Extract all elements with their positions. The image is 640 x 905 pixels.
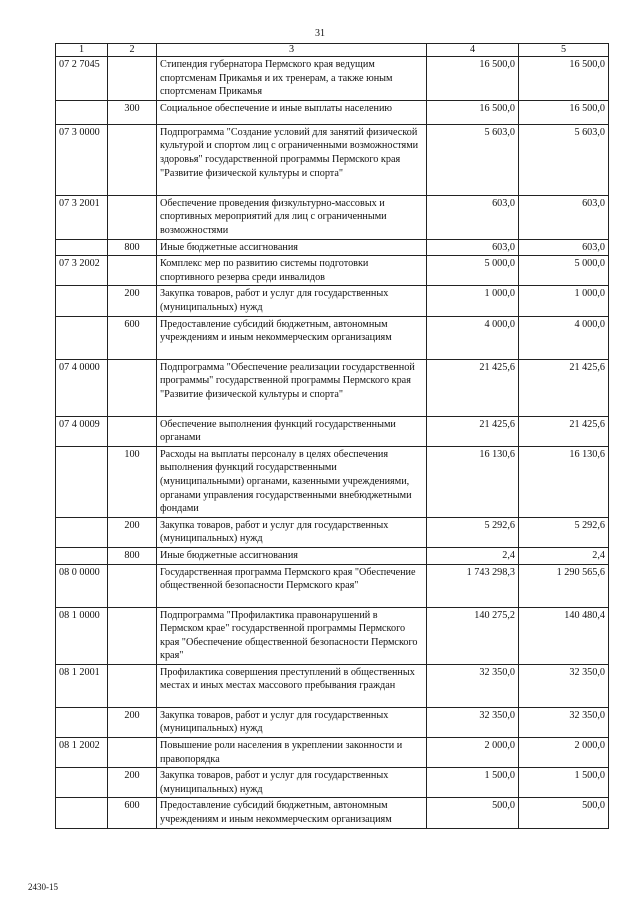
row-type-cell [108, 607, 157, 664]
row-type-cell [108, 738, 157, 768]
row-name-cell: Подпрограмма "Профилактика правонарушений в Пермском крае" государственной программы Пермского края "Обеспечение общественной безопасности Пермского края" [157, 607, 427, 664]
row-type-cell: 600 [108, 798, 157, 828]
document-code: 2430-15 [28, 882, 58, 892]
table-row [56, 564, 609, 607]
row-value-2015-cell: 32 350,0 [427, 664, 519, 707]
row-value-2015-cell: 603,0 [427, 239, 519, 256]
row-name-cell: Предоставление субсидий бюджетным, автономным учреждениям и иным некоммерческим организациям [157, 316, 427, 359]
table-row [56, 256, 609, 286]
row-type-cell [108, 416, 157, 446]
header-cell-4: 4 [427, 44, 519, 57]
table-row [56, 707, 609, 737]
row-value-2016-cell: 2 000,0 [519, 738, 609, 768]
row-name-cell: Подпрограмма "Создание условий для занятий физической культурой и спортом лиц с ограниченными возможностями здоровья" государственной программы Пермского края "Развитие физической культуры и спорта" [157, 124, 427, 195]
row-code-cell: 07 3 2002 [56, 256, 108, 286]
row-type-cell: 800 [108, 547, 157, 564]
row-name-cell: Расходы на выплаты персоналу в целях обеспечения выполнения функций государственными (муниципальными) органами, казенными учреждениями, органами управления государственными внебюджетными фондами [157, 446, 427, 517]
row-type-cell [108, 564, 157, 607]
table-row [56, 607, 609, 664]
row-value-2016-cell: 140 480,4 [519, 607, 609, 664]
table-row [56, 124, 609, 195]
budget-table [55, 43, 609, 829]
row-type-cell [108, 256, 157, 286]
row-value-2016-cell: 16 500,0 [519, 100, 609, 124]
row-code-cell: 07 4 0000 [56, 359, 108, 416]
row-type-cell: 200 [108, 517, 157, 547]
row-value-2015-cell: 1 000,0 [427, 286, 519, 316]
page-number: 31 [315, 28, 325, 39]
row-value-2015-cell: 21 425,6 [427, 416, 519, 446]
row-name-cell: Обеспечение выполнения функций государственными органами [157, 416, 427, 446]
table-row [56, 416, 609, 446]
row-code-cell [56, 707, 108, 737]
table-row [56, 195, 609, 239]
row-name-cell: Иные бюджетные ассигнования [157, 547, 427, 564]
row-code-cell: 07 3 0000 [56, 124, 108, 195]
row-value-2016-cell: 5 292,6 [519, 517, 609, 547]
row-type-cell: 200 [108, 707, 157, 737]
row-type-cell: 600 [108, 316, 157, 359]
row-name-cell: Социальное обеспечение и иные выплаты населению [157, 100, 427, 124]
table-row [56, 316, 609, 359]
row-value-2015-cell: 5 603,0 [427, 124, 519, 195]
row-value-2015-cell: 16 500,0 [427, 100, 519, 124]
row-code-cell [56, 547, 108, 564]
row-code-cell [56, 517, 108, 547]
header-row [56, 44, 609, 57]
row-code-cell: 08 1 2001 [56, 664, 108, 707]
row-type-cell: 200 [108, 286, 157, 316]
row-code-cell [56, 798, 108, 828]
table-row [56, 547, 609, 564]
row-code-cell [56, 316, 108, 359]
row-name-cell: Обеспечение проведения физкультурно-массовых и спортивных мероприятий для лиц с ограниченными возможностями [157, 195, 427, 239]
row-value-2015-cell: 2,4 [427, 547, 519, 564]
row-code-cell [56, 446, 108, 517]
row-type-cell [108, 359, 157, 416]
row-type-cell: 200 [108, 768, 157, 798]
table-row [56, 517, 609, 547]
table-row [56, 446, 609, 517]
row-name-cell: Стипендия губернатора Пермского края ведущим спортсменам Прикамья и их тренерам, а также юным спортсменам Прикамья [157, 57, 427, 101]
row-type-cell [108, 195, 157, 239]
row-code-cell: 07 3 2001 [56, 195, 108, 239]
row-value-2016-cell: 1 000,0 [519, 286, 609, 316]
row-name-cell: Профилактика совершения преступлений в общественных местах и иных местах массового пребывания граждан [157, 664, 427, 707]
row-value-2015-cell: 603,0 [427, 195, 519, 239]
row-value-2015-cell: 4 000,0 [427, 316, 519, 359]
row-value-2016-cell: 603,0 [519, 239, 609, 256]
row-value-2015-cell: 500,0 [427, 798, 519, 828]
table-row [56, 664, 609, 707]
table-row [56, 768, 609, 798]
row-value-2015-cell: 32 350,0 [427, 707, 519, 737]
table-row [56, 359, 609, 416]
row-value-2015-cell: 21 425,6 [427, 359, 519, 416]
row-name-cell: Подпрограмма "Обеспечение реализации государственной программы" государственной программы Пермского края "Развитие физической культуры и спорта" [157, 359, 427, 416]
row-value-2016-cell: 21 425,6 [519, 416, 609, 446]
row-value-2016-cell: 2,4 [519, 547, 609, 564]
row-code-cell: 08 1 2002 [56, 738, 108, 768]
row-type-cell [108, 57, 157, 101]
row-name-cell: Предоставление субсидий бюджетным, автономным учреждениям и иным некоммерческим организациям [157, 798, 427, 828]
row-type-cell: 800 [108, 239, 157, 256]
row-value-2015-cell: 1 743 298,3 [427, 564, 519, 607]
table-row [56, 798, 609, 828]
row-value-2016-cell: 32 350,0 [519, 707, 609, 737]
row-name-cell: Закупка товаров, работ и услуг для государственных (муниципальных) нужд [157, 768, 427, 798]
row-value-2016-cell: 4 000,0 [519, 316, 609, 359]
row-name-cell: Иные бюджетные ассигнования [157, 239, 427, 256]
row-value-2016-cell: 1 500,0 [519, 768, 609, 798]
row-value-2015-cell: 5 292,6 [427, 517, 519, 547]
row-name-cell: Закупка товаров, работ и услуг для государственных (муниципальных) нужд [157, 517, 427, 547]
table-row [56, 57, 609, 101]
row-value-2016-cell: 1 290 565,6 [519, 564, 609, 607]
row-type-cell [108, 664, 157, 707]
row-code-cell [56, 768, 108, 798]
table-row [56, 100, 609, 124]
row-value-2016-cell: 16 130,6 [519, 446, 609, 517]
row-value-2016-cell: 5 603,0 [519, 124, 609, 195]
row-value-2015-cell: 140 275,2 [427, 607, 519, 664]
row-value-2016-cell: 603,0 [519, 195, 609, 239]
row-type-cell: 300 [108, 100, 157, 124]
row-value-2016-cell: 21 425,6 [519, 359, 609, 416]
row-code-cell: 08 1 0000 [56, 607, 108, 664]
row-name-cell: Закупка товаров, работ и услуг для государственных (муниципальных) нужд [157, 286, 427, 316]
row-code-cell: 08 0 0000 [56, 564, 108, 607]
row-name-cell: Комплекс мер по развитию системы подготовки спортивного резерва среди инвалидов [157, 256, 427, 286]
row-name-cell: Государственная программа Пермского края "Обеспечение общественной безопасности Пермского края" [157, 564, 427, 607]
table-row [56, 738, 609, 768]
row-code-cell [56, 286, 108, 316]
row-value-2016-cell: 5 000,0 [519, 256, 609, 286]
header-cell-3: 3 [157, 44, 427, 57]
header-cell-5: 5 [519, 44, 609, 57]
row-value-2016-cell: 16 500,0 [519, 57, 609, 101]
table-row [56, 239, 609, 256]
row-name-cell: Повышение роли населения в укреплении законности и правопорядка [157, 738, 427, 768]
header-cell-1: 1 [56, 44, 108, 57]
row-value-2016-cell: 32 350,0 [519, 664, 609, 707]
row-code-cell [56, 100, 108, 124]
row-code-cell: 07 4 0009 [56, 416, 108, 446]
row-code-cell: 07 2 7045 [56, 57, 108, 101]
row-value-2015-cell: 1 500,0 [427, 768, 519, 798]
row-type-cell [108, 124, 157, 195]
row-value-2016-cell: 500,0 [519, 798, 609, 828]
table-row [56, 286, 609, 316]
row-value-2015-cell: 16 130,6 [427, 446, 519, 517]
row-name-cell: Закупка товаров, работ и услуг для государственных (муниципальных) нужд [157, 707, 427, 737]
row-type-cell: 100 [108, 446, 157, 517]
header-cell-2: 2 [108, 44, 157, 57]
row-value-2015-cell: 5 000,0 [427, 256, 519, 286]
row-value-2015-cell: 2 000,0 [427, 738, 519, 768]
row-value-2015-cell: 16 500,0 [427, 57, 519, 101]
row-code-cell [56, 239, 108, 256]
